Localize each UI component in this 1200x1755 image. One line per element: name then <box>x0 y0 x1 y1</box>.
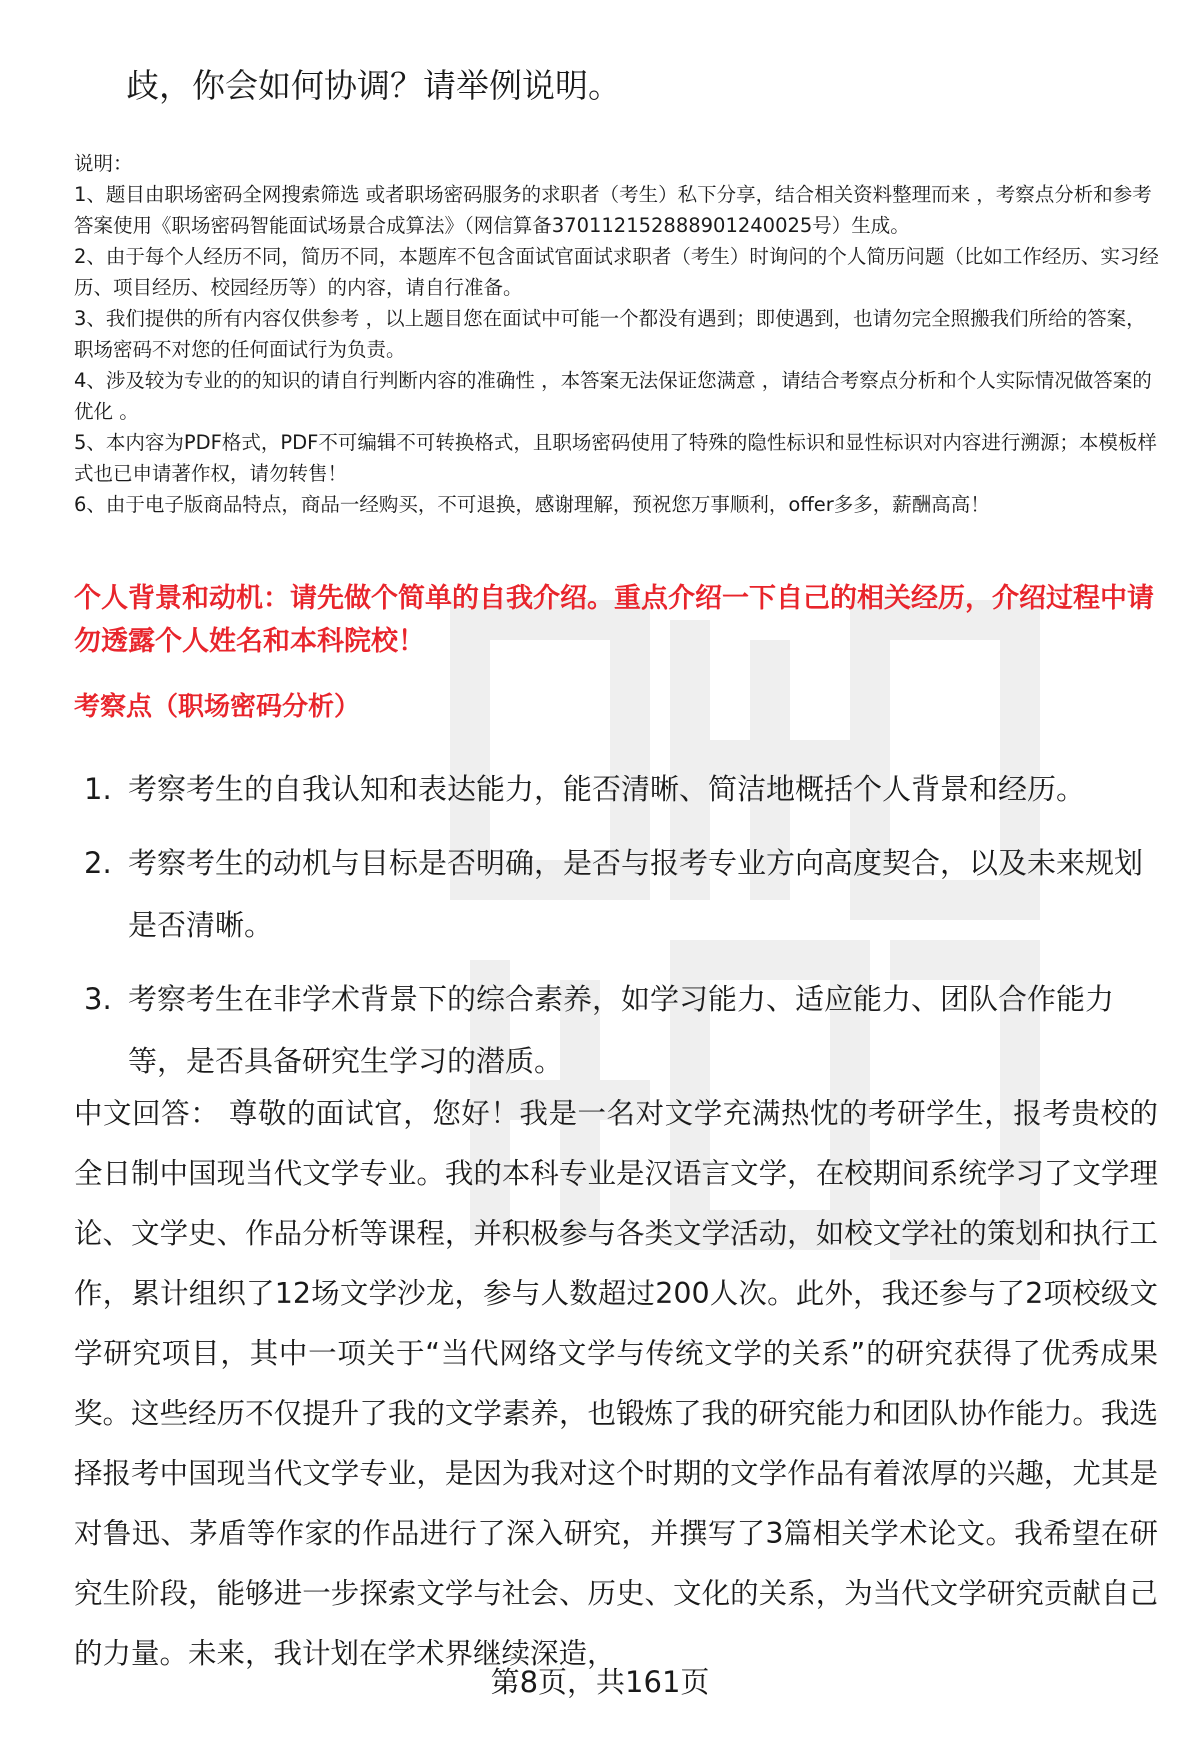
point-number: 3. <box>84 982 112 1016</box>
question-title: 个人背景和动机：请先做个简单的自我介绍。重点介绍一下自己的相关经历，介绍过程中请勿透露个人姓名和本科院校！ <box>74 583 1154 657</box>
assessment-points <box>74 758 1154 1104</box>
point-text: 考察考生在非学术背景下的综合素养，如学习能力、适应能力、团队合作能力等，是否具备研究生学习的潜质。 <box>128 982 1115 1078</box>
page-number: 第8页，共161页 <box>490 1665 710 1699</box>
note-item: 1、题目由职场密码全网搜索筛选 或者职场密码服务的求职者（考生）私下分享，结合相关资料整理而来 ，考察点分析和参考答案使用《职场密码智能面试场景合成算法》（网信算备370112152888901240025号）生成。 <box>74 183 1152 237</box>
point-text: 考察考生的动机与目标是否明确，是否与报考专业方向高度契合，以及未来规划是否清晰。 <box>128 846 1144 942</box>
assessment-point <box>74 968 1154 1092</box>
assessment-point <box>74 832 1154 956</box>
note-item: 3、我们提供的所有内容仅供参考 ，以上题目您在面试中可能一个都没有遇到；即使遇到，也请勿完全照搬我们所给的答案，职场密码不对您的任何面试行为负责。 <box>74 307 1146 361</box>
note-item: 4、涉及较为专业的的知识的请自行判断内容的准确性 ，本答案无法保证您满意 ，请结合考察点分析和个人实际情况做答案的优化 。 <box>74 369 1152 423</box>
note-item: 2、由于每个人经历不同，简历不同，本题库不包含面试官面试求职者（考生）时询问的个人简历问题（比如工作经历、实习经历、项目经历、校园经历等）的内容，请自行准备。 <box>74 245 1159 299</box>
chinese-answer: 中文回答： 尊敬的面试官，您好！我是一名对文学充满热忱的考研学生，报考贵校的全日制中国现当代文学专业。我的本科专业是汉语言文学，在校期间系统学习了文学理论、文学史、作品分析等课程，并积极参与各类文学活动，如校文学社的策划和执行工作，累计组织了12场文学沙龙，参与人数超过200人次。此外，我还参与了2项校级文学研究项目，其中一项关于“当代网络文学与传统文学的关系”的研究获得了优秀成果奖。这些经历不仅提升了我的文学素养，也锻炼了我的研究能力和团队协作能力。我选择报考中国现当代文学专业，是因为我对这个时期的文学作品有着浓厚的兴趣，尤其是对鲁迅、茅盾等作家的作品进行了深入研究，并撰写了3篇相关学术论文。我希望在研究生阶段，能够进一步探索文学与社会、历史、文化的关系，为当代文学研究贡献自己的力量。未来，我计划在学术界继续深造， <box>74 1097 1158 1670</box>
assessment-point <box>74 758 1154 820</box>
point-number: 2. <box>84 846 112 880</box>
notes-title: 说明： <box>74 152 133 175</box>
question-continuation: 歧，你会如何协调？请举例说明。 <box>126 66 621 105</box>
point-number: 1. <box>84 772 112 806</box>
note-item: 5、本内容为PDF格式，PDF不可编辑不可转换格式，且职场密码使用了特殊的隐性标识和显性标识对内容进行溯源；本模板样式也已申请著作权，请勿转售！ <box>74 431 1157 485</box>
note-item: 6、由于电子版商品特点，商品一经购买，不可退换，感谢理解，预祝您万事顺利，offer多多，薪酬高高！ <box>74 493 990 516</box>
assessment-heading: 考察点（职场密码分析） <box>74 692 361 722</box>
point-text: 考察考生的自我认知和表达能力，能否清晰、简洁地概括个人背景和经历。 <box>128 772 1086 806</box>
disclaimer-notes <box>74 148 1160 520</box>
